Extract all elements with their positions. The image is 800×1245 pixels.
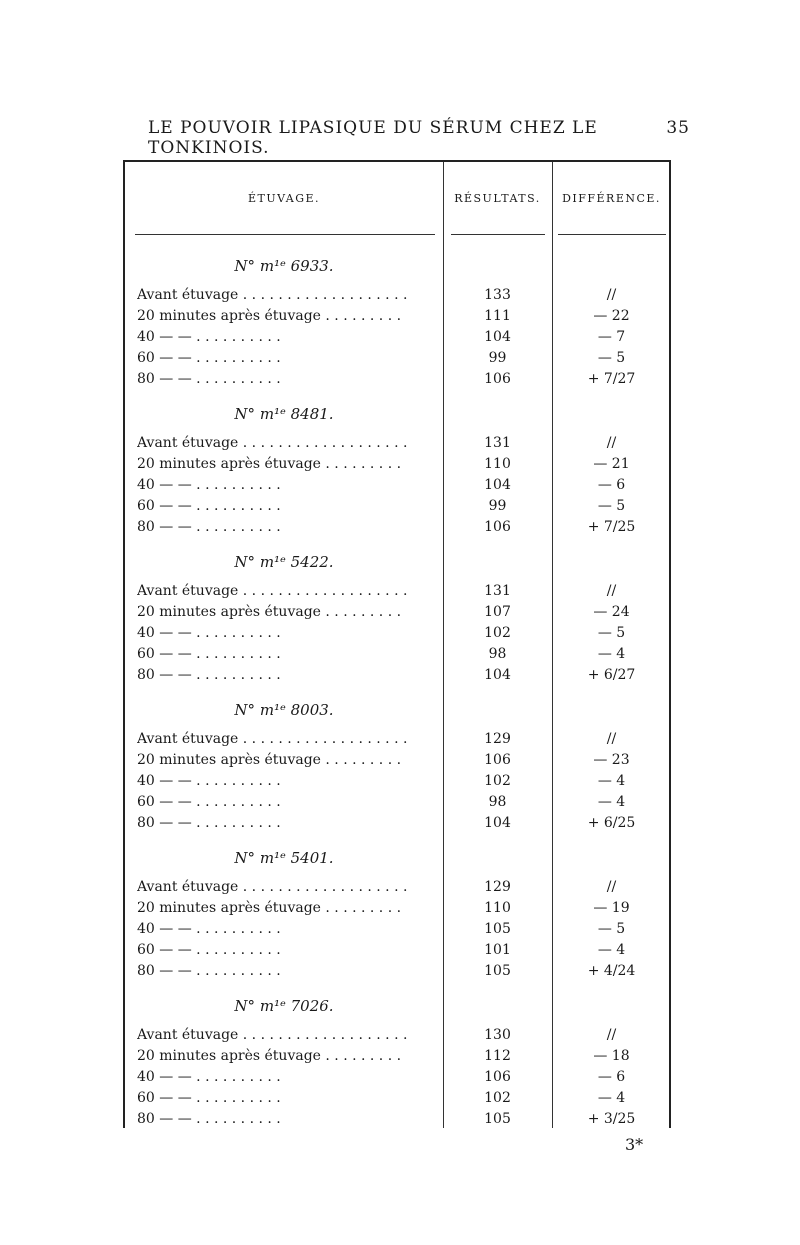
sample-title: N° m¹ᵉ 5422. <box>234 553 334 571</box>
table-row <box>125 285 669 306</box>
row-label: 40 — — . . . . . . . . . . <box>137 921 281 937</box>
row-result: 110 <box>484 900 511 916</box>
row-result: 130 <box>484 1027 511 1043</box>
row-difference: // <box>606 287 617 303</box>
row-result: 98 <box>488 646 507 662</box>
row-difference: // <box>606 731 617 747</box>
row-result: 104 <box>484 667 511 683</box>
row-difference: + 7/25 <box>587 519 636 535</box>
table-row <box>125 348 669 369</box>
row-label: 20 minutes après étuvage . . . . . . . . . <box>137 456 402 472</box>
table-row <box>125 581 669 602</box>
table-row <box>125 454 669 475</box>
row-difference: — 7 <box>597 329 626 345</box>
row-difference: — 4 <box>597 773 626 789</box>
table-row <box>125 665 669 686</box>
row-label: Avant étuvage . . . . . . . . . . . . . . . . . . . <box>137 435 408 451</box>
row-result: 110 <box>484 456 511 472</box>
table-row <box>125 1109 669 1130</box>
row-difference: + 6/27 <box>587 667 636 683</box>
row-result: 102 <box>484 625 511 641</box>
row-difference: // <box>606 583 617 599</box>
row-result: 105 <box>484 1111 511 1127</box>
table-row <box>125 433 669 454</box>
row-result: 129 <box>484 731 511 747</box>
row-label: 20 minutes après étuvage . . . . . . . . . <box>137 900 402 916</box>
sample-title: N° m¹ᵉ 5401. <box>234 849 334 867</box>
row-difference: — 5 <box>597 350 626 366</box>
row-label: Avant étuvage . . . . . . . . . . . . . . . . . . . <box>137 1027 408 1043</box>
column-header-resultats: RÉSULTATS. <box>454 192 541 205</box>
row-label: 80 — — . . . . . . . . . . <box>137 1111 281 1127</box>
row-label: 20 minutes après étuvage . . . . . . . . . <box>137 1048 402 1064</box>
table-row <box>125 771 669 792</box>
row-label: 40 — — . . . . . . . . . . <box>137 773 281 789</box>
table-row <box>125 327 669 348</box>
header-rule <box>558 234 666 235</box>
row-label: 40 — — . . . . . . . . . . <box>137 1069 281 1085</box>
row-difference: — 6 <box>597 1069 626 1085</box>
row-label: Avant étuvage . . . . . . . . . . . . . . . . . . . <box>137 287 408 303</box>
row-difference: — 4 <box>597 646 626 662</box>
row-result: 106 <box>484 752 511 768</box>
table-row <box>125 919 669 940</box>
row-difference: — 6 <box>597 477 626 493</box>
table-row <box>125 750 669 771</box>
row-difference: — 18 <box>593 1048 630 1064</box>
row-label: 20 minutes après étuvage . . . . . . . . . <box>137 604 402 620</box>
row-result: 105 <box>484 921 511 937</box>
row-result: 102 <box>484 773 511 789</box>
row-difference: + 7/27 <box>587 371 636 387</box>
sample-group <box>125 701 669 849</box>
column-header-etuvage: ÉTUVAGE. <box>247 192 321 205</box>
row-difference: — 24 <box>593 604 630 620</box>
row-label: 60 — — . . . . . . . . . . <box>137 350 281 366</box>
column-header-difference: DIFFÉRENCE. <box>562 192 661 205</box>
row-result: 106 <box>484 519 511 535</box>
sample-title: N° m¹ᵉ 8481. <box>234 405 334 423</box>
table-row <box>125 602 669 623</box>
row-difference: — 19 <box>593 900 630 916</box>
row-label: 80 — — . . . . . . . . . . <box>137 815 281 831</box>
row-result: 111 <box>484 308 511 324</box>
row-label: Avant étuvage . . . . . . . . . . . . . . . . . . . <box>137 731 408 747</box>
table-row <box>125 1025 669 1046</box>
row-result: 106 <box>484 371 511 387</box>
table-row <box>125 898 669 919</box>
row-label: 60 — — . . . . . . . . . . <box>137 646 281 662</box>
row-difference: — 22 <box>593 308 630 324</box>
header-rule <box>135 234 435 235</box>
row-label: 40 — — . . . . . . . . . . <box>137 625 281 641</box>
row-result: 112 <box>484 1048 511 1064</box>
table-row <box>125 1067 669 1088</box>
sample-group <box>125 997 669 1145</box>
row-difference: + 6/25 <box>587 815 636 831</box>
row-difference: // <box>606 435 617 451</box>
row-label: 80 — — . . . . . . . . . . <box>137 519 281 535</box>
table-row <box>125 517 669 538</box>
row-difference: + 4/24 <box>587 963 636 979</box>
table-row <box>125 940 669 961</box>
row-label: 60 — — . . . . . . . . . . <box>137 794 281 810</box>
row-result: 104 <box>484 477 511 493</box>
header-rule <box>451 234 545 235</box>
row-difference: — 5 <box>597 498 626 514</box>
results-table <box>123 160 671 1128</box>
running-title: LE POUVOIR LIPASIQUE DU SÉRUM CHEZ LE TONKINOIS. <box>148 118 598 158</box>
sample-group <box>125 257 669 405</box>
table-header <box>125 162 669 234</box>
table-row <box>125 1046 669 1067</box>
sample-group <box>125 849 669 997</box>
row-difference: // <box>606 879 617 895</box>
table-row <box>125 1088 669 1109</box>
sample-group <box>125 405 669 553</box>
row-difference: + 3/25 <box>587 1111 636 1127</box>
row-label: 20 minutes après étuvage . . . . . . . . . <box>137 752 402 768</box>
row-difference: — 23 <box>593 752 630 768</box>
row-difference: — 4 <box>597 794 626 810</box>
row-label: Avant étuvage . . . . . . . . . . . . . . . . . . . <box>137 583 408 599</box>
row-label: 40 — — . . . . . . . . . . <box>137 477 281 493</box>
row-result: 104 <box>484 329 511 345</box>
table-row <box>125 729 669 750</box>
table-row <box>125 369 669 390</box>
table-row <box>125 877 669 898</box>
sample-group <box>125 553 669 701</box>
row-result: 133 <box>484 287 511 303</box>
table-row <box>125 496 669 517</box>
row-result: 131 <box>484 583 511 599</box>
table-row <box>125 475 669 496</box>
table-body <box>125 257 669 1145</box>
sample-title: N° m¹ᵉ 7026. <box>234 997 334 1015</box>
row-result: 106 <box>484 1069 511 1085</box>
row-result: 102 <box>484 1090 511 1106</box>
row-label: 60 — — . . . . . . . . . . <box>137 1090 281 1106</box>
table-row <box>125 792 669 813</box>
row-label: Avant étuvage . . . . . . . . . . . . . . . . . . . <box>137 879 408 895</box>
row-difference: // <box>606 1027 617 1043</box>
row-result: 104 <box>484 815 511 831</box>
sample-title: N° m¹ᵉ 8003. <box>234 701 334 719</box>
signature-mark: 3* <box>625 1135 644 1154</box>
page-header <box>148 118 690 158</box>
row-result: 99 <box>488 350 507 366</box>
row-difference: — 4 <box>597 942 626 958</box>
page-number-top: 35 <box>666 118 690 138</box>
row-label: 80 — — . . . . . . . . . . <box>137 667 281 683</box>
table-row <box>125 644 669 665</box>
row-difference: — 5 <box>597 625 626 641</box>
table-row <box>125 306 669 327</box>
row-result: 98 <box>488 794 507 810</box>
row-label: 80 — — . . . . . . . . . . <box>137 371 281 387</box>
row-label: 80 — — . . . . . . . . . . <box>137 963 281 979</box>
sample-title: N° m¹ᵉ 6933. <box>234 257 334 275</box>
row-difference: — 4 <box>597 1090 626 1106</box>
row-label: 60 — — . . . . . . . . . . <box>137 942 281 958</box>
row-label: 60 — — . . . . . . . . . . <box>137 498 281 514</box>
row-difference: — 21 <box>593 456 630 472</box>
row-label: 20 minutes après étuvage . . . . . . . . . <box>137 308 402 324</box>
table-row <box>125 961 669 982</box>
row-result: 105 <box>484 963 511 979</box>
table-row <box>125 623 669 644</box>
row-result: 99 <box>488 498 507 514</box>
row-difference: — 5 <box>597 921 626 937</box>
row-result: 101 <box>484 942 511 958</box>
row-result: 107 <box>484 604 511 620</box>
row-result: 129 <box>484 879 511 895</box>
row-label: 40 — — . . . . . . . . . . <box>137 329 281 345</box>
row-result: 131 <box>484 435 511 451</box>
table-row <box>125 813 669 834</box>
